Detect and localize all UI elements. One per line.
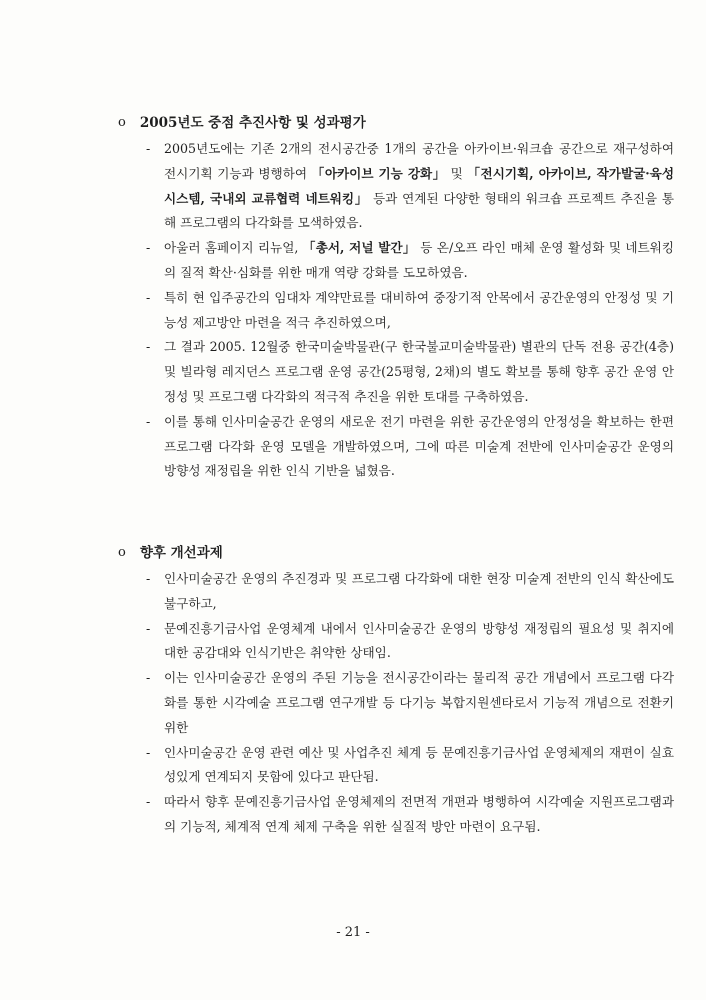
item-text: 문예진흥기금사업 운영체계 내에서 인사미술공간 운영의 방향성 재정립의 필요성 및 취지에 대한 공감대와 인식기반은 취약한 상태임. bbox=[164, 620, 674, 661]
item-text: 2005년도에는 기존 2개의 전시공간중 1개의 공간을 아카이브·워크숍 공간으로 재구성하여 전시기획 기능과 병행하여 bbox=[164, 141, 674, 181]
item-text: 특히 현 입주공간의 임대차 계약만료를 대비하여 중장기적 안목에서 공간운영의 안정성 및 기능성 제고방안 마련을 적극 추진하였으며, bbox=[164, 289, 674, 330]
dash-bullet: - bbox=[146, 141, 151, 156]
section-title: 향후 개선과제 bbox=[139, 545, 223, 561]
emphasis-text: 「전시기획, 아카이브, 작가발굴·육성시스템, 국내외 교류협력 네트워킹」 bbox=[164, 165, 675, 206]
list-item bbox=[146, 567, 674, 617]
dash-bullet: - bbox=[146, 289, 151, 305]
list-item bbox=[146, 137, 674, 236]
list-item bbox=[146, 335, 674, 409]
item-text: 등과 연계된 다양한 형태의 워크숍 프로젝트 추진을 통해 프로그램의 다각화를 모색하였음. bbox=[164, 190, 674, 231]
item-text: 아울러 홈페이지 리뉴얼, bbox=[164, 240, 303, 256]
circle-bullet-icon: o bbox=[118, 545, 126, 560]
item-list bbox=[118, 137, 675, 484]
dash-bullet: - bbox=[146, 571, 151, 586]
dash-bullet: - bbox=[146, 413, 151, 429]
section-heading bbox=[118, 543, 658, 563]
dash-bullet: - bbox=[146, 620, 151, 636]
emphasis-text: 「아카이브 기능 강화」 bbox=[311, 165, 446, 181]
item-text: 이를 통해 인사미술공간 운영의 새로운 전기 마련을 위한 공간운영의 안정성을 확보하는 한편 프로그램 다각화 운영 모델을 개발하였으며, 그에 따른 미술계 전반에 인사미술공간 운영의 방향성 재정립을 위한 인식 기반을 넓혔음. bbox=[164, 413, 674, 479]
item-list bbox=[118, 567, 674, 840]
item-text: 이는 인사미술공간 운영의 주된 기능을 전시공간이라는 물리적 공간 개념에서 프로그램 다각화를 통한 시각예술 프로그램 연구개발 등 다기능 복합지원센타로서 기능적 개념으로 전환키 위한 bbox=[164, 670, 674, 735]
list-item bbox=[146, 741, 674, 791]
section-title: 2005년도 중점 추진사항 및 성과평가 bbox=[139, 115, 366, 131]
section-achievements bbox=[118, 113, 675, 484]
section-future-tasks bbox=[118, 543, 674, 840]
item-text: 및 bbox=[445, 165, 468, 181]
item-text: 그 결과 2005. 12월중 한국미술박물관(구 한국불교미술박물관) 별관의 단독 전용 공간(4층) 및 빌라형 레지던스 프로그램 운영 공간(25평형, 2채)의 별도 확보를 통해 향후 공간 운영 안정성 및 프로그램 다각화의 적극적 추진을 위한 토대를 구축하였음. bbox=[164, 339, 674, 404]
item-text: 따라서 향후 문예진흥기금사업 운영체제의 전면적 개편과 병행하여 시각예술 지원프로그램과의 기능적, 체계적 연계 체제 구축을 위한 실질적 방안 마련이 요구됨. bbox=[164, 794, 674, 834]
section-heading bbox=[118, 113, 658, 133]
item-text: 인사미술공간 운영 관련 예산 및 사업추진 체계 등 문예진흥기금사업 운영체제의 재편이 실효성있게 연계되지 못함에 있다고 판단됨. bbox=[164, 744, 674, 785]
list-item bbox=[146, 666, 674, 740]
list-item bbox=[146, 410, 674, 484]
list-item bbox=[146, 617, 674, 667]
list-item bbox=[146, 790, 674, 840]
list-item bbox=[146, 236, 674, 286]
dash-bullet: - bbox=[146, 339, 151, 355]
dash-bullet: - bbox=[146, 794, 151, 810]
item-text: 등 온/오프 라인 매체 운영 활성화 및 네트워킹의 질적 확산·심화를 위한 매개 역량 강화를 도모하였음. bbox=[164, 240, 675, 280]
dash-bullet: - bbox=[146, 240, 151, 256]
list-item bbox=[146, 286, 674, 336]
circle-bullet-icon: o bbox=[118, 115, 126, 130]
dash-bullet: - bbox=[146, 670, 151, 686]
dash-bullet: - bbox=[146, 744, 151, 760]
page-number: - 21 - bbox=[336, 925, 370, 940]
item-text: 인사미술공간 운영의 추진경과 및 프로그램 다각화에 대한 현장 미술계 전반의 인식 확산에도 불구하고, bbox=[164, 571, 674, 611]
emphasis-text: 「총서, 저널 발간」 bbox=[302, 240, 416, 256]
